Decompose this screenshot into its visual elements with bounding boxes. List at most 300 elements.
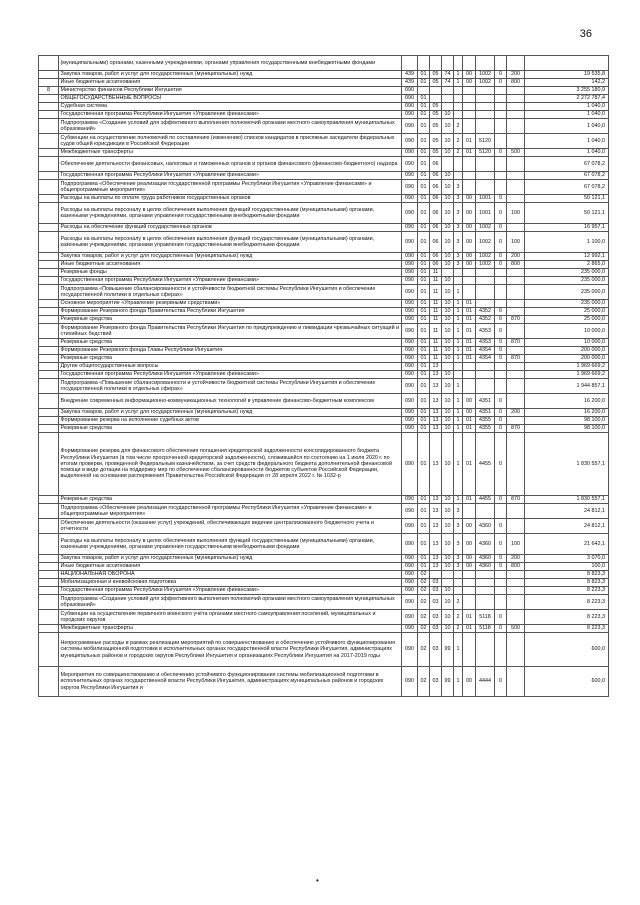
code-cell: 4352 bbox=[476, 308, 495, 316]
code-cell: 0 bbox=[495, 534, 507, 555]
code-cell: 3 bbox=[454, 563, 463, 571]
amount-cell: 1 830 557,1 bbox=[525, 433, 609, 496]
table-row bbox=[39, 79, 609, 87]
code-cell: 10 bbox=[442, 180, 454, 195]
table-row bbox=[39, 95, 609, 103]
table-row bbox=[39, 371, 609, 379]
code-cell bbox=[430, 571, 442, 579]
code-cell: 10 bbox=[442, 285, 454, 300]
code-cell: 10 bbox=[442, 587, 454, 595]
code-cell: 090 bbox=[402, 519, 418, 534]
description-cell: Министерство финансов Республики Ингушетия bbox=[59, 87, 402, 95]
row-number-cell bbox=[39, 625, 59, 633]
code-cell bbox=[442, 571, 454, 579]
code-cell: 11 bbox=[430, 347, 442, 355]
code-cell: 99 bbox=[442, 667, 454, 697]
code-cell bbox=[495, 371, 507, 379]
code-cell bbox=[495, 172, 507, 180]
code-cell: 01 bbox=[463, 347, 476, 355]
code-cell: 01 bbox=[418, 111, 430, 119]
description-cell: Расходы на обеспечение функций государственных органов bbox=[59, 224, 402, 232]
code-cell: 090 bbox=[402, 157, 418, 172]
code-cell: 3 bbox=[454, 232, 463, 253]
row-number-cell bbox=[39, 300, 59, 308]
code-cell: 11 bbox=[430, 324, 442, 339]
code-cell: 3 bbox=[454, 504, 463, 519]
code-cell: 10 bbox=[442, 409, 454, 417]
code-cell: 090 bbox=[402, 180, 418, 195]
code-cell bbox=[495, 504, 507, 519]
table-row bbox=[39, 119, 609, 134]
code-cell: 090 bbox=[402, 195, 418, 203]
code-cell: 01 bbox=[418, 300, 430, 308]
code-cell: 1 bbox=[454, 71, 463, 79]
amount-cell: 8 823,3 bbox=[525, 571, 609, 579]
row-number-cell bbox=[39, 433, 59, 496]
code-cell: 11 bbox=[430, 355, 442, 363]
page-number: 36 bbox=[579, 28, 592, 40]
amount-cell: 25 000,0 bbox=[525, 308, 609, 316]
code-cell bbox=[507, 417, 525, 425]
amount-cell: 8 223,3 bbox=[525, 587, 609, 595]
code-cell: 00 bbox=[463, 71, 476, 79]
description-cell: Расходы на выплаты персоналу в целях обеспечения выполнения функций государственными (муниципальными) органами, казенными учреждениями, органами управления государственными внебюджетными фондами bbox=[59, 534, 402, 555]
code-cell: 10 bbox=[442, 496, 454, 504]
code-cell: 01 bbox=[418, 224, 430, 232]
row-number-cell bbox=[39, 180, 59, 195]
code-cell: 05 bbox=[430, 149, 442, 157]
code-cell: 090 bbox=[402, 149, 418, 157]
code-cell: 01 bbox=[418, 496, 430, 504]
code-cell: 090 bbox=[402, 269, 418, 277]
amount-cell: 3 070,0 bbox=[525, 555, 609, 563]
code-cell bbox=[463, 103, 476, 111]
row-number-cell bbox=[39, 71, 59, 79]
code-cell: 4360 bbox=[476, 563, 495, 571]
row-number-cell bbox=[39, 667, 59, 697]
code-cell: 090 bbox=[402, 587, 418, 595]
description-cell: Непрограммные расходы в рамках реализации мероприятий по совершенствованию и обеспечению устойчивого функционирования системы мобилизационной подготовки в исполнительных органах государственной власти Республики Ингушетия, администрациях муниципальных районов и городских округов Республики Ингушетия и организациях Республики Ингушетия на 2017-2019 годы bbox=[59, 633, 402, 667]
code-cell: 03 bbox=[430, 625, 442, 633]
code-cell bbox=[463, 285, 476, 300]
code-cell: 1 bbox=[454, 433, 463, 496]
row-number-cell bbox=[39, 285, 59, 300]
description-cell: Основное мероприятие «Управление резервными средствами» bbox=[59, 300, 402, 308]
code-cell: 05 bbox=[430, 79, 442, 87]
code-cell: 2 bbox=[454, 149, 463, 157]
code-cell bbox=[476, 363, 495, 371]
code-cell: 4360 bbox=[476, 534, 495, 555]
code-cell: 0 bbox=[495, 496, 507, 504]
row-number-cell bbox=[39, 95, 59, 103]
description-cell: Внедрение современных информационно-коммуникационных технологий в управление финансово-бюджетным комплексом bbox=[59, 394, 402, 409]
code-cell: 1 bbox=[454, 339, 463, 347]
code-cell bbox=[476, 269, 495, 277]
code-cell: 090 bbox=[402, 111, 418, 119]
code-cell: 500 bbox=[507, 625, 525, 633]
code-cell: 0 bbox=[495, 79, 507, 87]
row-number-cell bbox=[39, 316, 59, 324]
code-cell: 13 bbox=[430, 504, 442, 519]
code-cell: 090 bbox=[402, 595, 418, 610]
description-cell: НАЦИОНАЛЬНАЯ ОБОРОНА bbox=[59, 571, 402, 579]
code-cell bbox=[476, 111, 495, 119]
code-cell: 01 bbox=[418, 253, 430, 261]
description-cell: Государственная программа Республики Ингушетия «Управление финансами» bbox=[59, 371, 402, 379]
code-cell: 05 bbox=[430, 134, 442, 149]
code-cell: 090 bbox=[402, 277, 418, 285]
code-cell: 10 bbox=[442, 195, 454, 203]
code-cell: 090 bbox=[402, 633, 418, 667]
description-cell: Межбюджетные трансферты bbox=[59, 625, 402, 633]
row-number-cell bbox=[39, 379, 59, 394]
code-cell: 0 bbox=[495, 355, 507, 363]
row-number-cell bbox=[39, 555, 59, 563]
code-cell bbox=[476, 103, 495, 111]
description-cell: Расходы на выплаты по оплате труда работников государственных органов bbox=[59, 195, 402, 203]
code-cell: 01 bbox=[418, 425, 430, 433]
code-cell bbox=[495, 285, 507, 300]
amount-cell: 1 969 669,2 bbox=[525, 371, 609, 379]
code-cell: 01 bbox=[418, 119, 430, 134]
code-cell: 05 bbox=[430, 71, 442, 79]
code-cell: 4455 bbox=[476, 496, 495, 504]
code-cell: 0 bbox=[495, 555, 507, 563]
code-cell bbox=[463, 56, 476, 71]
code-cell: 10 bbox=[442, 625, 454, 633]
description-cell: Государственная программа Республики Ингушетия «Управление финансами» bbox=[59, 172, 402, 180]
row-number-cell bbox=[39, 339, 59, 347]
description-cell: Иные бюджетные ассигнования bbox=[59, 563, 402, 571]
table-row bbox=[39, 111, 609, 119]
code-cell bbox=[454, 571, 463, 579]
amount-cell: 200 000,0 bbox=[525, 347, 609, 355]
code-cell bbox=[463, 277, 476, 285]
row-number-cell bbox=[39, 149, 59, 157]
code-cell bbox=[495, 595, 507, 610]
amount-cell: 67 078,2 bbox=[525, 157, 609, 172]
table-row bbox=[39, 587, 609, 595]
code-cell: 13 bbox=[430, 379, 442, 394]
code-cell bbox=[454, 579, 463, 587]
code-cell: 01 bbox=[418, 324, 430, 339]
table-row bbox=[39, 417, 609, 425]
table-row bbox=[39, 379, 609, 394]
code-cell: 1 bbox=[454, 308, 463, 316]
code-cell: 05 bbox=[430, 103, 442, 111]
code-cell: 13 bbox=[430, 409, 442, 417]
code-cell: 01 bbox=[463, 425, 476, 433]
table-row bbox=[39, 316, 609, 324]
description-cell: Субвенции на осуществление первичного воинского учёта органами местного самоуправления поселений, муниципальных и городских округов bbox=[59, 610, 402, 625]
code-cell: 090 bbox=[402, 203, 418, 224]
code-cell: 5118 bbox=[476, 610, 495, 625]
amount-cell: 1 040,0 bbox=[525, 119, 609, 134]
code-cell: 13 bbox=[430, 425, 442, 433]
code-cell: 1002 bbox=[476, 261, 495, 269]
code-cell: 10 bbox=[442, 339, 454, 347]
code-cell: 090 bbox=[402, 172, 418, 180]
table-row bbox=[39, 253, 609, 261]
code-cell: 4455 bbox=[476, 433, 495, 496]
table-row bbox=[39, 519, 609, 534]
code-cell bbox=[442, 363, 454, 371]
code-cell: 0 bbox=[495, 394, 507, 409]
description-cell: Расходы на выплаты персоналу в целях обеспечения выполнения функций государственными (муниципальными) органами, казенными учреждениями, органами управления государственными внебюджетными фондами bbox=[59, 232, 402, 253]
code-cell: 13 bbox=[430, 563, 442, 571]
code-cell: 00 bbox=[463, 253, 476, 261]
description-cell: Судебная система bbox=[59, 103, 402, 111]
code-cell: 01 bbox=[418, 195, 430, 203]
table-row bbox=[39, 555, 609, 563]
code-cell: 00 bbox=[463, 534, 476, 555]
description-cell: Закупка товаров, работ и услуг для государственных (муниципальных) нужд bbox=[59, 409, 402, 417]
code-cell: 1 bbox=[454, 300, 463, 308]
code-cell bbox=[507, 103, 525, 111]
code-cell: 100 bbox=[507, 534, 525, 555]
code-cell: 03 bbox=[430, 667, 442, 697]
code-cell: 13 bbox=[430, 417, 442, 425]
code-cell: 11 bbox=[430, 308, 442, 316]
code-cell: 10 bbox=[442, 425, 454, 433]
code-cell: 2 bbox=[454, 625, 463, 633]
code-cell: 0 bbox=[495, 347, 507, 355]
description-cell: Резервные средства bbox=[59, 355, 402, 363]
code-cell bbox=[507, 579, 525, 587]
code-cell bbox=[454, 95, 463, 103]
code-cell: 0 bbox=[495, 519, 507, 534]
code-cell: 090 bbox=[402, 134, 418, 149]
code-cell bbox=[430, 95, 442, 103]
code-cell bbox=[507, 363, 525, 371]
code-cell: 99 bbox=[442, 633, 454, 667]
description-cell: Резервные фонды bbox=[59, 269, 402, 277]
amount-cell: 25 000,0 bbox=[525, 316, 609, 324]
row-number-cell bbox=[39, 232, 59, 253]
description-cell: Закупка товаров, работ и услуг для государственных (муниципальных) нужд bbox=[59, 555, 402, 563]
code-cell: 870 bbox=[507, 355, 525, 363]
code-cell bbox=[442, 56, 454, 71]
code-cell: 01 bbox=[418, 417, 430, 425]
code-cell bbox=[495, 111, 507, 119]
description-cell: Формирование Резервного фонда Правительства Республики Ингушетия по предупреждению и ликвидации чрезвычайных ситуаций и стихийных бедствий bbox=[59, 324, 402, 339]
table-row bbox=[39, 224, 609, 232]
code-cell: 3 bbox=[454, 195, 463, 203]
code-cell bbox=[495, 300, 507, 308]
description-cell: Иные бюджетные ассигнования bbox=[59, 261, 402, 269]
code-cell: 0 bbox=[495, 425, 507, 433]
code-cell: 200 bbox=[507, 409, 525, 417]
row-number-cell bbox=[39, 496, 59, 504]
code-cell bbox=[476, 157, 495, 172]
code-cell: 01 bbox=[418, 203, 430, 224]
description-cell: Подпрограмма «Создание условий для эффективного выполнения полномочий органами местного самоуправления муниципальных образований» bbox=[59, 595, 402, 610]
code-cell bbox=[454, 103, 463, 111]
amount-cell: 19 535,8 bbox=[525, 71, 609, 79]
code-cell: 11 bbox=[430, 269, 442, 277]
row-number-cell bbox=[39, 111, 59, 119]
code-cell: 06 bbox=[430, 261, 442, 269]
code-cell bbox=[476, 379, 495, 394]
code-cell: 0 bbox=[495, 71, 507, 79]
amount-cell: 100,0 bbox=[525, 563, 609, 571]
description-cell: ОБЩЕГОСУДАРСТВЕННЫЕ ВОПРОСЫ bbox=[59, 95, 402, 103]
code-cell: 4360 bbox=[476, 519, 495, 534]
code-cell: 01 bbox=[463, 610, 476, 625]
code-cell: 11 bbox=[430, 339, 442, 347]
code-cell bbox=[454, 371, 463, 379]
code-cell: 090 bbox=[402, 253, 418, 261]
code-cell: 10 bbox=[442, 119, 454, 134]
code-cell: 01 bbox=[418, 409, 430, 417]
code-cell: 090 bbox=[402, 504, 418, 519]
code-cell: 01 bbox=[418, 277, 430, 285]
amount-cell: 600,0 bbox=[525, 667, 609, 697]
code-cell bbox=[463, 371, 476, 379]
code-cell: 01 bbox=[418, 261, 430, 269]
code-cell: 01 bbox=[418, 269, 430, 277]
code-cell: 0 bbox=[495, 253, 507, 261]
code-cell: 0 bbox=[495, 433, 507, 496]
code-cell bbox=[495, 180, 507, 195]
code-cell bbox=[495, 587, 507, 595]
code-cell: 090 bbox=[402, 119, 418, 134]
row-number-cell bbox=[39, 269, 59, 277]
code-cell: 13 bbox=[430, 496, 442, 504]
budget-table bbox=[38, 55, 609, 697]
description-cell: Другие общегосударственные вопросы bbox=[59, 363, 402, 371]
description-cell: Расходы на выплаты персоналу в целях обеспечения выполнения функций государственными (муниципальными) органами, казенными учреждениями, органами управления государственными внебюджетными фондами bbox=[59, 203, 402, 224]
table-row bbox=[39, 232, 609, 253]
code-cell bbox=[463, 595, 476, 610]
amount-cell: 1 040,0 bbox=[525, 149, 609, 157]
code-cell: 1 bbox=[454, 379, 463, 394]
row-number-cell bbox=[39, 409, 59, 417]
code-cell: 0 bbox=[495, 324, 507, 339]
code-cell: 10 bbox=[442, 277, 454, 285]
code-cell: 3 bbox=[454, 224, 463, 232]
code-cell: 800 bbox=[507, 79, 525, 87]
code-cell: 10 bbox=[442, 595, 454, 610]
row-number-cell bbox=[39, 195, 59, 203]
code-cell: 0 bbox=[495, 316, 507, 324]
code-cell bbox=[476, 571, 495, 579]
code-cell: 0 bbox=[495, 625, 507, 633]
code-cell bbox=[476, 633, 495, 667]
code-cell: 1 bbox=[454, 316, 463, 324]
description-cell: Формирование Резервного фонда Главы Республики Ингушетия bbox=[59, 347, 402, 355]
code-cell: 090 bbox=[402, 224, 418, 232]
code-cell bbox=[463, 379, 476, 394]
code-cell: 10 bbox=[442, 394, 454, 409]
amount-cell: 235 000,0 bbox=[525, 285, 609, 300]
code-cell bbox=[476, 172, 495, 180]
code-cell: 0 bbox=[495, 261, 507, 269]
code-cell: 1001 bbox=[476, 203, 495, 224]
code-cell bbox=[418, 56, 430, 71]
code-cell: 439 bbox=[402, 71, 418, 79]
code-cell: 870 bbox=[507, 496, 525, 504]
code-cell: 1 bbox=[454, 347, 463, 355]
amount-cell: 1 944 857,1 bbox=[525, 379, 609, 394]
code-cell bbox=[507, 371, 525, 379]
code-cell: 090 bbox=[402, 625, 418, 633]
description-cell: Государственная программа Республики Ингушетия «Управление финансами» bbox=[59, 277, 402, 285]
row-number-cell bbox=[39, 595, 59, 610]
code-cell: 1001 bbox=[476, 195, 495, 203]
code-cell bbox=[507, 300, 525, 308]
amount-cell: 3 255 180,9 bbox=[525, 87, 609, 95]
code-cell: 01 bbox=[418, 433, 430, 496]
code-cell: 090 bbox=[402, 394, 418, 409]
amount-cell: 24 812,1 bbox=[525, 504, 609, 519]
description-cell: Мероприятия по совершенствованию и обеспечению устойчивого функционирования системы мобилизационной подготовки в исполнительных органах государственной власти Республики Ингушетия, администрациях муниципальных районов и городских округов Республики Ингушетия и bbox=[59, 667, 402, 697]
code-cell: 01 bbox=[418, 71, 430, 79]
code-cell: 0 bbox=[495, 224, 507, 232]
code-cell: 870 bbox=[507, 425, 525, 433]
row-number-cell bbox=[39, 610, 59, 625]
amount-cell: 1 040,0 bbox=[525, 103, 609, 111]
code-cell: 10 bbox=[442, 253, 454, 261]
description-cell: Иные бюджетные ассигнования bbox=[59, 79, 402, 87]
code-cell: 4354 bbox=[476, 355, 495, 363]
code-cell: 06 bbox=[430, 157, 442, 172]
code-cell bbox=[442, 87, 454, 95]
table-row bbox=[39, 534, 609, 555]
code-cell: 01 bbox=[418, 157, 430, 172]
amount-cell: 12 992,1 bbox=[525, 253, 609, 261]
code-cell: 3 bbox=[454, 253, 463, 261]
code-cell: 11 bbox=[430, 316, 442, 324]
code-cell: 200 bbox=[507, 555, 525, 563]
code-cell bbox=[495, 269, 507, 277]
code-cell: 10 bbox=[442, 232, 454, 253]
amount-cell: 8 223,3 bbox=[525, 625, 609, 633]
code-cell: 4444 bbox=[476, 667, 495, 697]
code-cell bbox=[454, 56, 463, 71]
code-cell bbox=[442, 103, 454, 111]
row-number-cell bbox=[39, 633, 59, 667]
code-cell: 1 bbox=[454, 417, 463, 425]
code-cell: 10 bbox=[442, 563, 454, 571]
code-cell: 13 bbox=[430, 433, 442, 496]
code-cell: 01 bbox=[418, 79, 430, 87]
code-cell bbox=[507, 95, 525, 103]
code-cell: 090 bbox=[402, 417, 418, 425]
code-cell: 03 bbox=[430, 595, 442, 610]
code-cell: 090 bbox=[402, 534, 418, 555]
code-cell: 10 bbox=[442, 224, 454, 232]
code-cell bbox=[507, 324, 525, 339]
amount-cell: 2 865,0 bbox=[525, 261, 609, 269]
code-cell bbox=[507, 111, 525, 119]
amount-cell: 10 000,0 bbox=[525, 339, 609, 347]
code-cell: 3 bbox=[454, 203, 463, 224]
table-row bbox=[39, 363, 609, 371]
table-row bbox=[39, 563, 609, 571]
code-cell: 13 bbox=[430, 519, 442, 534]
code-cell bbox=[507, 347, 525, 355]
code-cell: 02 bbox=[418, 667, 430, 697]
code-cell: 01 bbox=[418, 534, 430, 555]
code-cell: 100 bbox=[507, 203, 525, 224]
code-cell: 4352 bbox=[476, 316, 495, 324]
amount-cell: 10 000,0 bbox=[525, 324, 609, 339]
table-row bbox=[39, 203, 609, 224]
code-cell: 1002 bbox=[476, 224, 495, 232]
code-cell: 5118 bbox=[476, 625, 495, 633]
code-cell bbox=[507, 157, 525, 172]
